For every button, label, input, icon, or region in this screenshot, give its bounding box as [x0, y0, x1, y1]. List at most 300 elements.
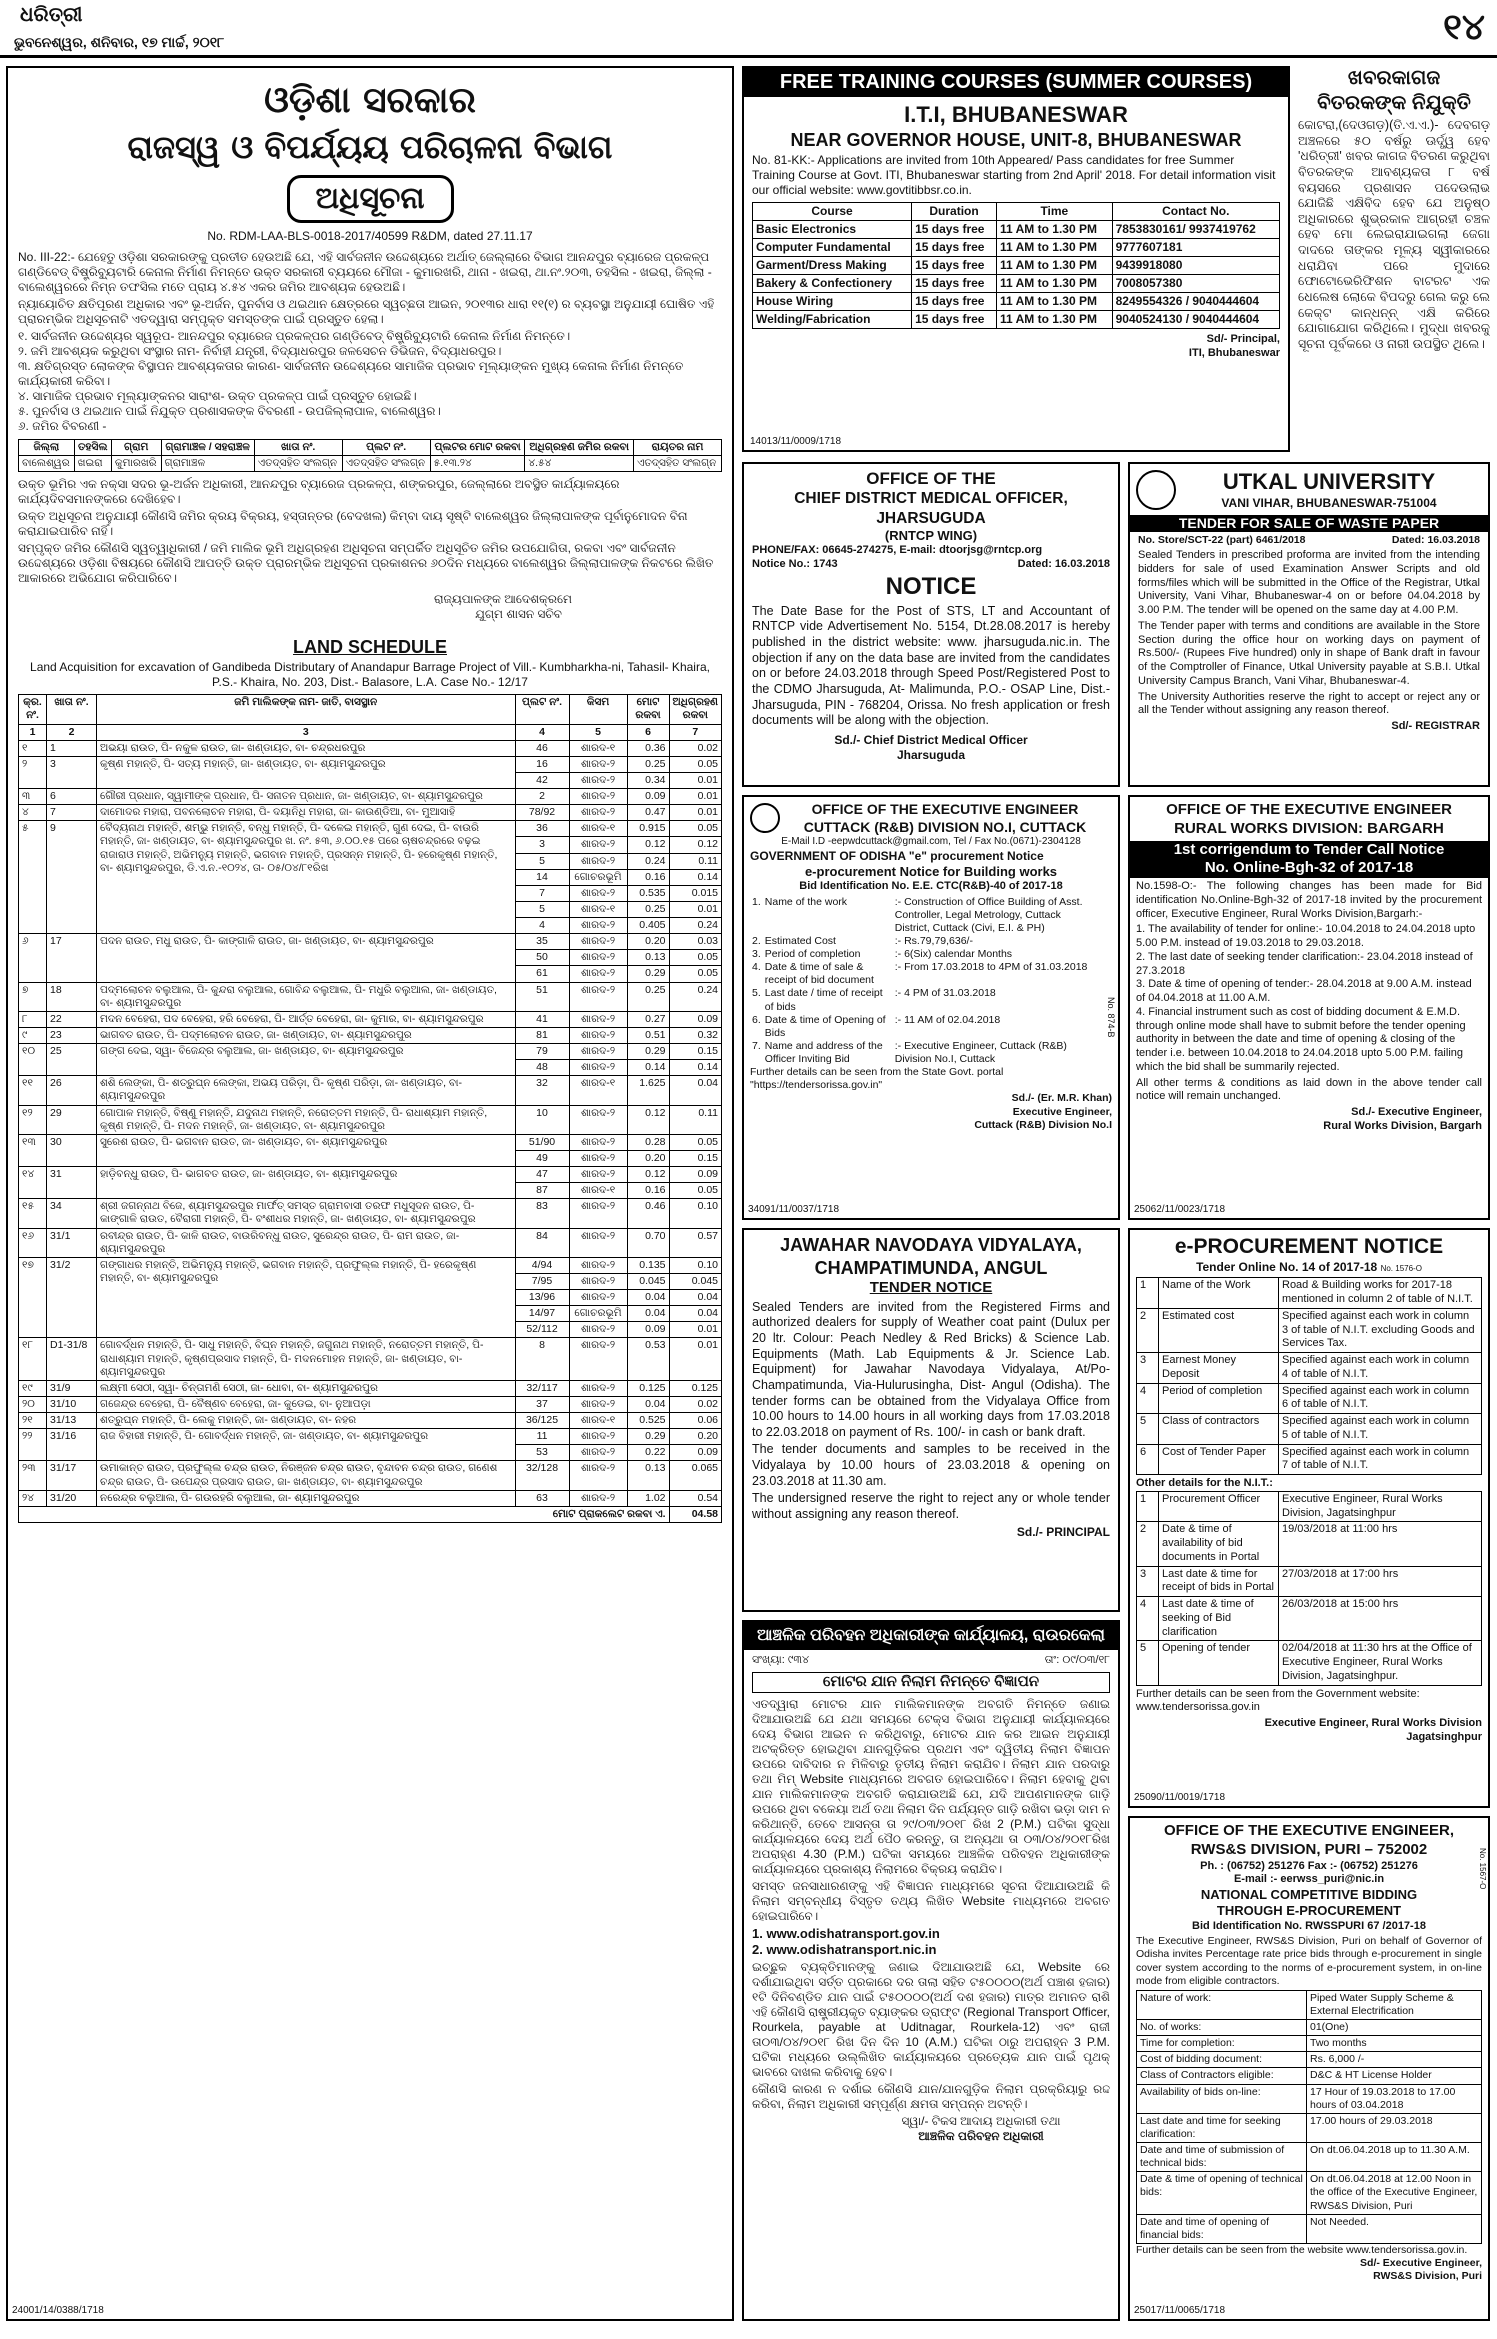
table-cell: 9439918080: [1112, 257, 1279, 275]
kisam-cell: ଶାରଦ-୨: [569, 1257, 627, 1273]
table-index-cell: 3: [97, 724, 516, 740]
kisam-cell: ଶାରଦ-୨: [569, 1134, 627, 1150]
table-cell: 3: [1137, 1566, 1159, 1597]
khata-cell: 23: [47, 1027, 97, 1043]
table-cell: Welding/Fabrication: [753, 311, 912, 329]
khata-cell: 31/1: [47, 1228, 97, 1257]
bargarh-bar-2: No. Online-Bgh-32 of 2017-18: [1130, 859, 1488, 878]
table-row: [753, 293, 1280, 311]
khata-cell: 22: [47, 1011, 97, 1027]
table-row: [19, 1076, 722, 1105]
acquired-area-cell: 0.11: [669, 1105, 721, 1134]
table-row: [19, 1044, 722, 1060]
table-cell: Opening of tender: [1159, 1641, 1279, 1685]
plot-cell: 52/112: [515, 1322, 569, 1338]
kisam-cell: ଶାରଦ-୨: [569, 1060, 627, 1076]
jnv-sign: Sd./- PRINCIPAL: [1016, 1524, 1110, 1539]
serial-cell: ୨୩: [19, 1461, 47, 1490]
plot-cell: 78/92: [515, 805, 569, 821]
table-cell: Two months: [1307, 2036, 1482, 2052]
khata-cell: 6: [47, 789, 97, 805]
total-area-cell: 0.29: [627, 1044, 669, 1060]
notice-body-5: ସମ୍ପୃକ୍ତ ଜମିର କୌଣସି ସ୍ୱତ୍ୱାଧିକାରୀ / ଜମି ମାଲିକ ଭୂମି ଅଧିଗ୍ରହଣ ଅଧିସୂଚନା ସମ୍ପର୍କିତ ଅଧିସୂଚିତ ଜମିର ଉପଯୋଗିତା, ରକବା ଏବଂ ସାର୍ବଜନୀନ ଉଦ୍ଦେଶ୍ୟରେ ଓଡ଼ିଶା ବିଷୟରେ କୌଣସି ଆପତ୍ତି ଉକ୍ତ ପ୍ରାରମ୍ଭିକ ଅଧିସୂଚନା ପ୍ରକାଶନର ୬୦ଦିନ ମଧ୍ୟରେ ବାଲେଶ୍ୱର ଜିଲ୍ଲାପାଳଙ୍କ ନିକଟରେ ଲିଖିତ ଆକାରରେ ଅଭିଯୋଗ କରିପାରିବେ।: [18, 540, 714, 585]
owner-cell: ପଦନ ରାଉତ, ମଧୁ ରାଉତ, ପି- କାଙ୍ଗାଳି ରାଉତ, ଜା- ଖଣ୍ଡାୟତ, ବା- ଶ୍ୟାମସୁନ୍ଦରପୁର: [97, 934, 516, 982]
odisha-emblem-icon: [750, 803, 780, 833]
table-cell: Cost of Tender Paper: [1159, 1444, 1279, 1475]
bargarh-title-1: OFFICE OF THE EXECUTIVE ENGINEER: [1166, 801, 1452, 818]
kisam-cell: ଶାରଦ-୧: [569, 1413, 627, 1429]
table-cell: 26/03/2018 at 15:00 hrs: [1279, 1597, 1482, 1641]
table-cell: 15 days free: [912, 257, 997, 275]
list-item: [750, 896, 1090, 935]
total-area-cell: 0.16: [627, 869, 669, 885]
table-cell: Date and time of opening of financial bids:: [1137, 2214, 1307, 2243]
total-area-cell: 0.27: [627, 1011, 669, 1027]
khata-cell: 9: [47, 821, 97, 934]
puri-title-2: RWS&S DIVISION, PURI – 752002: [1190, 1840, 1428, 1858]
serial-cell: ୨୪: [19, 1490, 47, 1506]
acquired-area-cell: 0.14: [669, 869, 721, 885]
acquired-area-cell: 0.03: [669, 934, 721, 950]
acquired-area-cell: 0.015: [669, 885, 721, 901]
table-row: [1137, 2020, 1482, 2036]
table-row: [19, 789, 722, 805]
acquired-area-cell: 0.01: [669, 1338, 721, 1380]
kisam-cell: ଶାରଦ-୧: [569, 821, 627, 837]
iti-ad: [742, 66, 1290, 452]
cuttack-sign-1: Sd./- (Er. M.R. Khan): [1011, 1092, 1112, 1105]
total-value: 04.58: [669, 1506, 721, 1522]
kisam-cell: ଶାରଦ-୨: [569, 918, 627, 934]
acquired-area-cell: 0.20: [669, 1429, 721, 1445]
acquired-area-cell: 0.15: [669, 1150, 721, 1166]
table-header-cell: ଖାତା ନଂ.: [47, 695, 97, 724]
ref-number: 34091/11/0037/1718: [748, 1203, 840, 1215]
puri-phone: Ph. : (06752) 251276 Fax :- (06752) 251276: [1200, 1859, 1418, 1872]
iti-address: NEAR GOVERNOR HOUSE, UNIT-8, BHUBANESWAR: [790, 129, 1242, 150]
total-area-cell: 0.20: [627, 934, 669, 950]
table-row: [19, 1413, 722, 1429]
owner-cell: ହାଡ଼ିବନ୍ଧୁ ରାଉତ, ପି- ଭାଗବତ ରାଉତ, ଜା- ଖଣ୍ଡାୟତ, ବା- ଶ୍ୟାମସୁନ୍ଦରପୁର: [97, 1167, 516, 1199]
item-cell: 2.: [752, 934, 761, 947]
acquired-area-cell: 0.01: [669, 1322, 721, 1338]
ref-number: 14013/11/0009/1718: [750, 435, 842, 447]
khata-cell: 31/17: [47, 1461, 97, 1490]
khata-cell: 25: [47, 1044, 97, 1076]
plot-cell: 11: [515, 1429, 569, 1445]
acquired-area-cell: 0.14: [669, 1060, 721, 1076]
acquired-area-cell: 0.32: [669, 1027, 721, 1043]
owner-cell: ଗଙ୍ଗାଧର ମହାନ୍ତି, ଅଭିମନ୍ୟୁ ମହାନ୍ତି, ଭଗବାନ ମହାନ୍ତି, ପ୍ରଫୁଲ୍ଲ ମହାନ୍ତି, ପି- ହରେକୃଷ୍ଣ ମହାନ୍ତି, ବା- ଶ୍ୟାମସୁନ୍ଦରପୁର: [97, 1257, 516, 1338]
cdmo-wing: (RNTCP WING): [884, 528, 978, 543]
total-area-cell: 0.525: [627, 1413, 669, 1429]
plot-cell: 79: [515, 1044, 569, 1060]
table-row: [1137, 2172, 1482, 2214]
kisam-cell: ଶାରଦ-୨: [569, 805, 627, 821]
serial-cell: ୧୯: [19, 1380, 47, 1396]
khata-cell: 31: [47, 1167, 97, 1199]
cdmo-sign-2: Jharsuguda: [896, 747, 965, 762]
table-cell: 19/03/2018 at 11:00 hrs: [1279, 1522, 1482, 1566]
cdmo-body: The Date Base for the Post of STS, LT and Accountant of RNTCP vide Advertisement No. 5154, Dt.28.08.2017 is hereby published in the district website: www. jharsuguda.nic.in. The objection if any on the data base are invited from the candidates on or before 24.03.2018 through Speed Post/Registered Post to the CDMO Jharsuguda, At- Malimunda, P.O.- OSAP Line, Dist.- Jharsuguda, PIN - 768204, Orissa. No fresh application or fresh documents will be along with the objection.: [752, 603, 1110, 728]
cuttack-further: Further details can be seen from the State Govt. portal "https://tendersorissa.gov.in": [750, 1066, 1004, 1092]
notice-body-2: ନ୍ୟାୟୋଚିତ କ୍ଷତିପୂରଣ ଅଧିକାର ଏବଂ ଭୂ-ଅର୍ଜନ, ପୁନର୍ବାସ ଓ ଥଇଥାନ କ୍ଷେତ୍ରରେ ସ୍ୱଚ୍ଛତା ଆଇନ, ୨୦୧୩ର ଧାରା ୧୧(୧) ର ବ୍ୟବସ୍ଥା ଅନୁଯାୟୀ ଘୋଷିତ ଏହି ପ୍ରାରମ୍ଭିକ ଅଧିସୂଚନାଟି ଏତଦ୍ୱାରା ସମ୍ପୃକ୍ତ ସମସ୍ତଙ୍କ ପାଇଁ ପ୍ରସ୍ତୁତ ହେଲା।: [18, 296, 715, 326]
utkal-body: Sealed Tenders in prescribed proforma are invited from the intending bidders for sale of used Examination Answer Scripts and old forms/files which will be submitted in the Office of the Registrar, Utkal University, Vani Vihar, Bhubaneswar-4 on or before 04.04.2018 by 3.00 P.M. The tender will be opened on the same day at 4.00 P.M.: [1138, 549, 1480, 617]
jnv-body: Sealed Tenders are invited from the Registered Firms and authorized dealers for supply of Weather coat paint (Dulux per 20 ltr. Colour: Peach Nedley & Red Bricks) & Science Lab. Equipments (Math. Lab Equipments & Jr. Science Lab. Equipment) for Jawahar Navodaya Vidyalaya, At/Po- Champatimunda, Via-Hulurusingha, Dist- Angul (Odisha). The tender forms can be obtained from the Vidyalaya Office from 10.00 hours to 14.00 hours in all working days from 17.03.2018 to 22.03.2018 on payment of Rs. 100/- in cash or bank draft.: [752, 1299, 1110, 1439]
table-cell: Bakery & Confectionery: [753, 275, 912, 293]
plot-cell: 47: [515, 1167, 569, 1183]
rto-number: ସଂଖ୍ୟା: ୯୩୪: [752, 1654, 810, 1666]
kisam-cell: ଶାରଦ-୨: [569, 934, 627, 950]
owner-cell: ଗଙ୍ଗ ଦେଇ, ସ୍ୱା- ବିଜେନ୍ଦ୍ର ବଲୁଆଲ, ଜା- ଖଣ୍ଡାୟତ, ବା- ଶ୍ୟାମସୁନ୍ଦରପୁର: [97, 1044, 516, 1076]
serial-cell: ୮: [19, 1011, 47, 1027]
list-item: [750, 948, 1090, 961]
table-cell: 15 days free: [912, 293, 997, 311]
rto-body-2: ସମସ୍ତ ଜନସାଧାରଣଙ୍କୁ ଏହି ବିଜ୍ଞାପନ ମାଧ୍ୟମରେ ସୂଚନା ଦିଆଯାଉଅଛି କି ନିଲାମ ସମ୍ବନ୍ଧୀୟ ବିସ୍ତୃତ ତଥ୍ୟ ଲିଖିତ Website ମାଧ୍ୟମରେ ଅବଗତ ହୋଇପାରିବେ।: [752, 1878, 1110, 1923]
cuttack-gov: GOVERNMENT OF ODISHA "e" procurement Notice: [750, 848, 1044, 863]
acquired-area-cell: 0.04: [669, 1306, 721, 1322]
iti-sign-2: ITI, Bhubaneswar: [1188, 346, 1280, 359]
table-row: [1137, 1566, 1482, 1597]
cuttack-items: [750, 896, 1090, 1067]
notice-point: ୫. ପୁନର୍ବାସ ଓ ଥଇଥାନ ପାଇଁ ନିଯୁକ୍ତ ପ୍ରଶାସକଙ୍କ ବିବରଣୀ - ଉପଜିଲ୍ଲାପାଳ, ବାଲେଶ୍ୱର।: [18, 403, 441, 418]
table-row: [19, 1257, 722, 1273]
table-header-cell: ପ୍ଲଟ ନଂ.: [342, 439, 430, 455]
table-cell: 11 AM to 1.30 PM: [997, 239, 1113, 257]
acquired-area-cell: 0.125: [669, 1380, 721, 1396]
table-cell: ଏତଦ୍ସହିତ ସଂଲଗ୍ନ: [342, 455, 430, 471]
utkal-sign: Sd/- REGISTRAR: [1391, 720, 1480, 733]
serial-cell: ୨୨: [19, 1429, 47, 1461]
kisam-cell: ଶାରଦ-୧: [569, 901, 627, 917]
acquired-area-cell: 0.01: [669, 789, 721, 805]
utkal-body-2: The Tender paper with terms and conditions are available in the Store Section during the office hour on working days on payment of Rs.500/- (Rupees Five hundred) only in shape of Bank draft in favour of the Comptroller of Finance, Utkal University payable at S.B.I. Utkal University Campus Branch, Vani Vihar, Bhubaneswar-4.: [1138, 619, 1480, 687]
kisam-cell: ଶାରଦ-୨: [569, 837, 627, 853]
table-cell: 11 AM to 1.30 PM: [997, 311, 1113, 329]
utkal-number: No. Store/SCT-22 (part) 6461/2018: [1138, 534, 1306, 546]
table-row: [1137, 1278, 1482, 1309]
total-area-cell: 1.02: [627, 1490, 669, 1506]
plot-cell: 10: [515, 1105, 569, 1134]
total-area-cell: 0.46: [627, 1199, 669, 1228]
owner-cell: ଗୋପାଳ ମହାନ୍ତି, ବିଷ୍ଣୁ ମହାନ୍ତି, ଯଦୁନାଥ ମହାନ୍ତି, ନରୋତ୍ତମ ମହାନ୍ତି, ପି- ରାଧାଶ୍ୟାମ ମହାନ୍ତି, କୃଷ୍ଣ ମହାନ୍ତି, ପି- ମଦନ ମହାନ୍ତି, ଜା- ଖଣ୍ଡାୟତ, ବା- ଶ୍ୟାମସୁନ୍ଦରପୁର: [97, 1105, 516, 1134]
cdmo-notice-no: Notice No.: 1743: [752, 558, 838, 570]
rto-site-2[interactable]: 2. www.odishatransport.nic.in: [752, 1941, 937, 1957]
plot-cell: 61: [515, 966, 569, 982]
total-area-cell: 0.12: [627, 1167, 669, 1183]
kisam-cell: ଶାରଦ-୨: [569, 1290, 627, 1306]
serial-cell: ୧୩: [19, 1134, 47, 1166]
table-cell: 15 days free: [912, 275, 997, 293]
serial-cell: ୨: [19, 756, 47, 788]
cuttack-sign-2: Executive Engineer,: [1012, 1105, 1112, 1118]
kisam-cell: ଶାରଦ-୨: [569, 1199, 627, 1228]
owner-cell: ବୈଦ୍ୟନାଥ ମହାନ୍ତି, ଶମ୍ଭୁ ମହାନ୍ତି, ବନ୍ଧୁ ମହାନ୍ତି, ପି- ଦଳେଇ ମହାନ୍ତି, ଗୁଣ ଦେଇ, ପି- ବାଉରି ମହାନ୍ତି, ଜା- ଖଣ୍ଡାୟତ, ବା- ଶ୍ୟାମସୁନ୍ଦରପୁର ଖ. ନଂ. ୫୩, ୬.୦୦.୧୫ ପରେ ଚାଷଚନ୍ଦ୍ରରେ ବଢ଼ଇ ରାଜାରାଓ ମହାନ୍ତି, ଅଭିମନ୍ୟୁ ମହାନ୍ତି, ଭଗବାନ ମହାନ୍ତି, ପ୍ରସନ୍ନ ମହାନ୍ତି, ପି- ହରେକୃଷ୍ଣ ମହାନ୍ତି, ବା- ଶ୍ୟାମସୁନ୍ଦରପୁର, ଡି.ଏ.ନ.-୧୦୨୪, ତା- ୦୫/୦୪/୮୧ରିଖ: [97, 821, 516, 934]
acquired-area-cell: 0.11: [669, 853, 721, 869]
table-cell: 11 AM to 1.30 PM: [997, 257, 1113, 275]
puri-further: Further details can be seen from the website www.tendersorissa.gov.in.: [1136, 2243, 1468, 2256]
table-index-cell: 1: [19, 724, 47, 740]
jnv-notice: [742, 1228, 1120, 1612]
table-cell: 17.00 hours of 29.03.2018: [1307, 2113, 1482, 2142]
table-cell: Class of contractors: [1159, 1414, 1279, 1445]
table-cell: 17 Hour of 19.03.2018 to 17.00 hours of 03.04.2018: [1307, 2084, 1482, 2113]
table-row: [1137, 2214, 1482, 2243]
item-cell: :- 11 AM of 02.04.2018: [894, 1013, 1001, 1026]
rto-sign-1: ସ୍ୱା/- ଟିକସ ଆଦାୟ ଅଧିକାରୀ ତଥା: [901, 2114, 1061, 2128]
acquired-area-cell: 0.05: [669, 950, 721, 966]
total-area-cell: 0.135: [627, 1257, 669, 1273]
acquired-area-cell: 0.10: [669, 1257, 721, 1273]
total-area-cell: 0.36: [627, 740, 669, 756]
acquired-area-cell: 0.09: [669, 1445, 721, 1461]
plot-cell: 35: [515, 934, 569, 950]
rto-notice: [742, 1620, 1120, 2321]
land-schedule-table: [18, 694, 722, 1523]
ref-number: 25017/11/0065/1718: [1134, 2304, 1226, 2316]
eproc-items-table: [1136, 1277, 1482, 1475]
puri-heading-1: NATIONAL COMPETITIVE BIDDING: [1200, 1887, 1418, 1902]
item-cell: Period of completion: [764, 948, 861, 960]
owner-cell: ରବୀନ୍ଦ୍ର ରାଉତ, ପି- କାଳି ରାଉତ, ବାଉରିବନ୍ଧୁ ରାଉତ, ସୁରେନ୍ଦ୍ର ରାଉତ, ପି- ରାମ ରାଉତ, ଜା- ଶ୍ୟାମସୁନ୍ଦରପୁର: [97, 1228, 516, 1257]
item-cell: 3.: [752, 948, 761, 960]
item-cell: Date & time of Opening of Bids: [764, 1013, 886, 1039]
table-row: [1137, 1597, 1482, 1641]
khata-cell: 31/9: [47, 1380, 97, 1396]
land-schedule-title: LAND SCHEDULE: [292, 636, 447, 657]
iti-course-table: [752, 202, 1280, 329]
owner-cell: ଶ୍ରୀ ଜଗନ୍ନାଥ ବିଜେ, ଶ୍ୟାମସୁନ୍ଦରପୁର ମାର୍ଫତ୍ ସମସ୍ତ ଗ୍ରାମବାସୀ ତରଫ ମଧୁସୂଦନ ରାଉତ, ପି- କାଙ୍ଗାଳି ରାଉତ, ବୈରାଗୀ ମହାନ୍ତି, ପି- ବଂଶୀଧର ମହାନ୍ତି, ଜା- ଖଣ୍ଡାୟତ, ବା- ଶ୍ୟାମସୁନ୍ଦରପୁର: [97, 1199, 516, 1228]
cuttack-eproc: e-procurement Notice for Building works: [804, 863, 1058, 879]
total-area-cell: 0.09: [627, 1322, 669, 1338]
acquired-area-cell: 0.05: [669, 821, 721, 837]
table-cell: Nature of work:: [1137, 1990, 1307, 2019]
item-cell: 6.: [752, 1013, 761, 1026]
table-cell: 2: [1137, 1522, 1159, 1566]
total-area-cell: 0.25: [627, 982, 669, 1011]
item-cell: 5.: [752, 987, 761, 1000]
kisam-cell: ଶାରଦ-୨: [569, 853, 627, 869]
serial-cell: ୯: [19, 1027, 47, 1043]
kisam-cell: ଶାରଦ-୨: [569, 1445, 627, 1461]
khata-cell: 31/13: [47, 1413, 97, 1429]
acquired-area-cell: 0.24: [669, 918, 721, 934]
table-cell: Specified against each work in column 3 of table of N.I.T. excluding Goods and Services Tax.: [1279, 1308, 1482, 1352]
table-index-row: [19, 724, 722, 740]
jnv-title-2: CHAMPATIMUNDA, ANGUL: [814, 1257, 1048, 1278]
page-header: [0, 0, 1497, 58]
land-schedule-subtitle: Land Acquisition for excavation of Gandibeda Distributary of Anandapur Barrage Project of Vill.- Kumbharkha-ni, Tahasil- Khaira, P.S.- Khaira, No. 203, Dist.- Balasore, L.A. Case No.- 12/17: [30, 660, 710, 690]
acquired-area-cell: 0.09: [669, 1167, 721, 1183]
kisam-cell: ଶାରଦ-୨: [569, 1044, 627, 1060]
owner-cell: ସୁରେଶ ରାଉତ, ପି- ଭଗବାନ ରାଉତ, ଜା- ଖଣ୍ଡାୟତ, ବା- ଶ୍ୟାମସୁନ୍ଦରପୁର: [97, 1134, 516, 1166]
table-cell: House Wiring: [753, 293, 912, 311]
plot-cell: 87: [515, 1183, 569, 1199]
puri-side-no: No. 1567-O: [1478, 1848, 1487, 1890]
kisam-cell: ଶାରଦ-୨: [569, 885, 627, 901]
puri-bid-id: Bid Identification No. RWSSPURI 67 /2017-18: [1192, 1919, 1426, 1932]
list-item: 4. Financial instrument such as cost of bidding document & E.M.D. through online mode shall have to submit before the tender opening authority in between the date and time of opening & closing of the tender i.e. between 10.04.2018 to 24.04.2018 upto 5.00 P.M. failing which the bid shall be summarily rejected.: [1136, 1005, 1466, 1073]
plot-cell: 83: [515, 1199, 569, 1228]
notice-title-2: ରାଜସ୍ୱ ଓ ବିପର୍ଯ୍ୟୟ ପରିଚାଳନା ବିଭାଗ: [127, 128, 613, 166]
table-row: [19, 1167, 722, 1183]
bargarh-items: [1136, 923, 1482, 1074]
notice-title-3: ଅଧିସୂଚନା: [287, 175, 454, 223]
table-cell: Computer Fundamental: [753, 239, 912, 257]
kisam-cell: ଶାରଦ-୨: [569, 1380, 627, 1396]
serial-cell: ୧୪: [19, 1167, 47, 1199]
table-cell: Date and time of submission of technical bids:: [1137, 2143, 1307, 2172]
plot-cell: 32/128: [515, 1461, 569, 1490]
ref-number: 24001/14/0388/1718: [12, 2304, 104, 2316]
table-header-cell: ଗ୍ରାମ: [111, 439, 161, 455]
table-row: [19, 805, 722, 821]
table-header-cell: କ୍ର. ନଂ.: [19, 695, 47, 724]
kisam-cell: ଶାରଦ-୨: [569, 1461, 627, 1490]
table-row: [1137, 1444, 1482, 1475]
serial-cell: ୭: [19, 982, 47, 1011]
rto-body-4: କୌଣସି କାରଣ ନ ଦର୍ଶାଇ କୌଣସି ଯାନ/ଯାନଗୁଡ଼ିକ ନିଲାମ ପ୍ରକ୍ରିୟାରୁ ରଦ୍ଦ କରିବା, ନିଲାମ ଅଧିକାରୀ ସମ୍ପୂର୍ଣ୍ଣ କ୍ଷମତା ସମ୍ପନ୍ନ ଅଟନ୍ତି।: [752, 2082, 1110, 2111]
khata-cell: 30: [47, 1134, 97, 1166]
utkal-date: Dated: 16.03.2018: [1391, 534, 1480, 546]
acquired-area-cell: 0.01: [669, 901, 721, 917]
khata-cell: 31/2: [47, 1257, 97, 1338]
rto-site-1[interactable]: 1. www.odishatransport.gov.in: [752, 1925, 940, 1941]
owner-cell: ପଦ୍ମଲୋଚନ ବଲୁଆଲ, ପି- କୁନ୍ଦରା ବଲୁଆଲ, ଗୋବିନ୍ଦ ବଲୁଆଲ, ପି- ମଧୁରି ବଲୁଆଲ, ଜା- ଖଣ୍ଡାୟତ, ବା- ଶ୍ୟାମସୁନ୍ଦରପୁର: [97, 982, 516, 1011]
kisam-cell: ଶାରଦ-୨: [569, 772, 627, 788]
khabar-title-2: ବିତରକଙ୍କ ନିଯୁକ୍ତି: [1317, 92, 1471, 114]
item-cell: :- From 17.03.2018 to 4PM of 31.03.2018: [894, 961, 1088, 974]
total-area-cell: 0.53: [627, 1338, 669, 1380]
item-cell: :- Construction of Office Building of Asst. Controller, Legal Metrology, Cuttack District, Cuttack (Civi, E.I. & PH): [894, 895, 1083, 934]
total-area-cell: 1.625: [627, 1076, 669, 1105]
table-cell: Period of completion: [1159, 1383, 1279, 1414]
owner-cell: କୃଷ୍ଣ ମହାନ୍ତି, ପି- ସତ୍ୟ ମହାନ୍ତି, ଜା- ଖଣ୍ଡାୟତ, ବା- ଶ୍ୟାମସୁନ୍ଦରପୁର: [97, 756, 516, 788]
total-area-cell: 0.04: [627, 1306, 669, 1322]
table-cell: 3: [1137, 1353, 1159, 1384]
table-header-cell: ରାୟତର ନାମ: [633, 439, 721, 455]
acquired-area-cell: 0.05: [669, 1134, 721, 1150]
table-header-cell: Contact No.: [1112, 203, 1279, 221]
plot-cell: 42: [515, 772, 569, 788]
owner-cell: ଅଭୟା ରାଉତ, ପି- ନକୁଳ ରାଉତ, ଜା- ଖଣ୍ଡାୟତ, ବା- ଚନ୍ଦ୍ରଧରପୁର: [97, 740, 516, 756]
serial-cell: ୧୭: [19, 1257, 47, 1338]
plot-cell: 2: [515, 789, 569, 805]
total-area-cell: 0.29: [627, 1429, 669, 1445]
cuttack-title-2: CUTTACK (R&B) DIVISION NO.I, CUTTACK: [803, 818, 1087, 835]
table-header-cell: ଜମି ମାଲିକଙ୍କ ନାମ- ଜାତି, ବାସସ୍ଥାନ: [97, 695, 516, 724]
eproc-further: Further details can be seen from the Government website: www.tendersorissa.gov.in: [1136, 1687, 1420, 1714]
table-row: [19, 1490, 722, 1506]
table-cell: Name of the Work: [1159, 1278, 1279, 1309]
table-cell: 7008057380: [1112, 275, 1279, 293]
table-cell: Procurement Officer: [1159, 1491, 1279, 1522]
owner-cell: ମଦନ ବେହେରା, ପଦ ବେହେରା, ହରି ବେହେରା, ପି- ଆର୍ତ୍ତ ବେହେରା, ଜା- କୁମାର, ବା- ଶ୍ୟାମସୁନ୍ଦରପୁର: [97, 1011, 516, 1027]
table-cell: On dt.06.04.2018 up to 11.30 A.M.: [1307, 2143, 1482, 2172]
cdmo-sign-1: Sd./- Chief District Medical Officer: [834, 732, 1028, 747]
total-area-cell: 0.045: [627, 1273, 669, 1289]
plot-cell: 51: [515, 982, 569, 1011]
total-area-cell: 0.34: [627, 772, 669, 788]
notice-points: [18, 329, 722, 434]
table-row: [1137, 2143, 1482, 2172]
item-cell: 7.: [752, 1039, 761, 1052]
serial-cell: ୧୮: [19, 1338, 47, 1380]
serial-cell: ୧୫: [19, 1199, 47, 1228]
kisam-cell: ଶାରଦ-୨: [569, 950, 627, 966]
serial-cell: ୨୧: [19, 1413, 47, 1429]
total-area-cell: 0.47: [627, 805, 669, 821]
table-cell: Basic Electronics: [753, 221, 912, 239]
ref-number: 25090/11/0019/1718: [1134, 1791, 1226, 1803]
table-cell: Specified against each work in column 5 of table of N.I.T.: [1279, 1414, 1482, 1445]
owner-cell: ଲକ୍ଷ୍ମୀ ସେଠୀ, ସ୍ୱା- ଚିନ୍ତାମଣି ସେଠୀ, ଜା- ଧୋବା, ବା- ଶ୍ୟାମସୁନ୍ଦରପୁର: [97, 1380, 516, 1396]
list-item: [750, 1014, 1090, 1040]
bargarh-title-2: RURAL WORKS DIVISION: BARGARH: [1174, 819, 1444, 837]
iti-sign-1: Sd/- Principal,: [1206, 333, 1280, 345]
land-details-table: [18, 439, 722, 472]
khata-cell: 34: [47, 1199, 97, 1228]
table-cell: No. of works:: [1137, 2020, 1307, 2036]
kisam-cell: ଶାରଦ-୨: [569, 966, 627, 982]
plot-cell: 14: [515, 869, 569, 885]
table-cell: 27/03/2018 at 17:00 hrs: [1279, 1566, 1482, 1597]
plot-cell: 32: [515, 1076, 569, 1105]
kisam-cell: ଶାରଦ-୨: [569, 1105, 627, 1134]
table-row: [19, 934, 722, 950]
kisam-cell: ଗୋଚରଭୂମି: [569, 1306, 627, 1322]
table-row: [753, 221, 1280, 239]
kisam-cell: ଶାରଦ-୨: [569, 1273, 627, 1289]
khata-cell: 31/20: [47, 1490, 97, 1506]
plot-cell: 48: [515, 1060, 569, 1076]
owner-cell: ରାଜ ବିହାରୀ ମହାନ୍ତି, ପି- ଗୋବର୍ଦ୍ଧନ ମହାନ୍ତି, ଜା- ଖଣ୍ଡାୟତ, ବା- ଶ୍ୟାମସୁନ୍ଦରପୁର: [97, 1429, 516, 1461]
table-header-cell: ଜିଲ୍ଲା: [19, 439, 75, 455]
item-cell: :- Executive Engineer, Cuttack (R&B) Division No.I, Cuttack: [894, 1039, 1067, 1065]
list-item: [750, 935, 1090, 948]
serial-cell: ୧୬: [19, 1228, 47, 1257]
table-row: [1137, 1414, 1482, 1445]
item-cell: Last date / time of receipt of bids: [764, 987, 883, 1013]
table-cell: Garment/Dress Making: [753, 257, 912, 275]
table-cell: 4: [1137, 1383, 1159, 1414]
khata-cell: 1: [47, 740, 97, 756]
khata-cell: 26: [47, 1076, 97, 1105]
table-row: [1137, 2052, 1482, 2068]
kisam-cell: ଶାରଦ-୧: [569, 1183, 627, 1199]
table-cell: Rs. 6,000 /-: [1307, 2052, 1482, 2068]
notice-point: ୧. ସାର୍ବଜନୀନ ଉଦ୍ଦେଶ୍ୟର ସ୍ୱରୂପ- ଆନନ୍ଦପୁର ବ୍ୟାରେଜ ପ୍ରକଳ୍ପର ଗଣ୍ଡିବେଡ୍ ବିଷ୍ଟ୍ରିବ୍ୟୁଟାରି କେନାଲ ନିର୍ମାଣ ନିମନ୍ତେ।: [18, 328, 571, 343]
kisam-cell: ଗୋଚରଭୂମି: [569, 869, 627, 885]
serial-cell: ୧୨: [19, 1105, 47, 1134]
table-cell: Road & Building works for 2017-18 mentioned in column 2 of table of N.I.T.: [1279, 1278, 1482, 1309]
table-cell: D&C & HT License Holder: [1307, 2068, 1482, 2084]
table-cell: ଏତଦ୍ସହିତ ସଂଲଗ୍ନ: [633, 455, 721, 471]
table-cell: Time for completion:: [1137, 2036, 1307, 2052]
acquired-area-cell: 0.05: [669, 756, 721, 772]
table-row: [1137, 1641, 1482, 1685]
table-row: [753, 275, 1280, 293]
cuttack-sign-3: Cuttack (R&B) Division No.I: [974, 1118, 1112, 1131]
table-cell: Executive Engineer, Rural Works Division, Jagatsinghpur: [1279, 1491, 1482, 1522]
owner-cell: ଦାମୋଦର ମହାରା, ପବନଲୋଚନ ମହାରା, ପି- ଦୟାନିଧି ମହାରା, ଜା- କାଉଣ୍ଡିଆ, ବା- ମୁଆସାହି: [97, 805, 516, 821]
total-area-cell: 0.12: [627, 1105, 669, 1134]
table-cell: 11 AM to 1.30 PM: [997, 221, 1113, 239]
eproc-sign-1: Executive Engineer, Rural Works Division: [1264, 1717, 1482, 1729]
total-area-cell: 0.535: [627, 885, 669, 901]
acquired-area-cell: 0.54: [669, 1490, 721, 1506]
table-header-cell: ଖାତା ନଂ.: [254, 439, 342, 455]
